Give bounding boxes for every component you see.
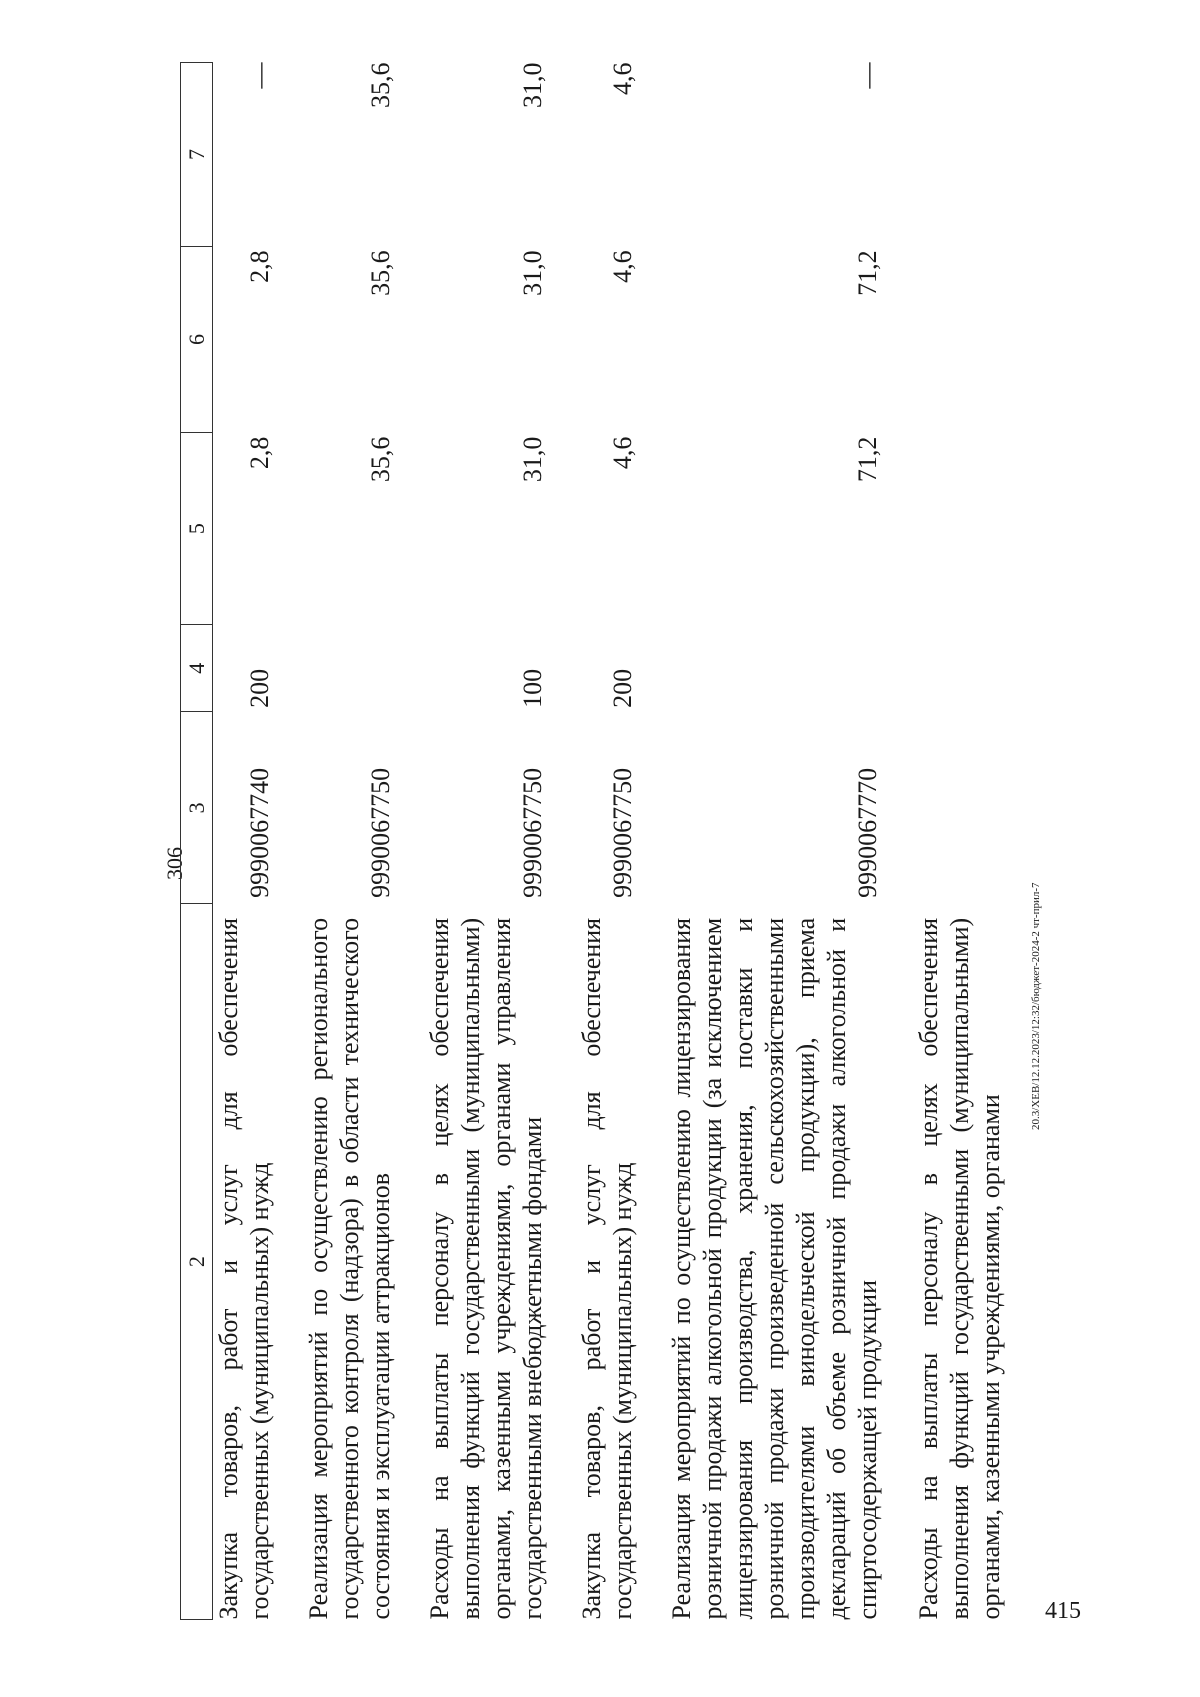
row-value-7: 4,6 (608, 62, 637, 95)
header-col-7: 7 (181, 63, 213, 247)
row-value-5: 35,6 (366, 436, 395, 483)
table-row (213, 63, 304, 1620)
row-code: 9990067770 (853, 767, 882, 898)
row-value-6: 71,2 (853, 250, 882, 296)
row-code: 9990067750 (518, 767, 547, 898)
row-value-6: 4,6 (608, 250, 637, 283)
table-row (424, 63, 576, 1620)
header-col-4: 4 (181, 625, 213, 712)
row-value-5: 4,6 (608, 436, 637, 470)
row-description: Реализация мероприятий по осуществлению лицензирования розничной продажи алкогольной продукции (за исключением лицензирования производства, хранения, поставки и розничной продажи произведенной сельскохозяйственными производителями винодельческой продукции), приема деклараций об объеме розничной продажи алкогольной и спиртосодержащей продукции (667, 917, 882, 1620)
row-value-6: 31,0 (518, 250, 547, 296)
row-value-7: — (853, 62, 882, 89)
row-value-7: 31,0 (518, 62, 547, 108)
row-value-7: — (245, 62, 274, 89)
header-row (181, 63, 213, 1620)
row-value-5: 31,0 (518, 436, 547, 483)
row-value-5 (911, 433, 1006, 625)
row-expense-type (303, 625, 424, 712)
row-expense-type: 100 (518, 668, 547, 708)
row-code: 9990067750 (366, 767, 395, 898)
table-row (911, 63, 1006, 1620)
row-expense-type: 200 (245, 668, 274, 708)
file-path-footer: 20.3/XEB/12.12.2023/12:32/бюджет-2024-2 чт-прил-7 (1030, 882, 1042, 1130)
row-value-5: 2,8 (245, 436, 274, 470)
row-value-6 (911, 246, 1006, 432)
table-row (576, 63, 666, 1620)
row-value-7: 35,6 (366, 62, 395, 108)
row-code (911, 712, 1006, 904)
rotated-page (140, 40, 1140, 1640)
table-row (303, 63, 424, 1620)
row-value-5: 71,2 (853, 436, 882, 483)
row-expense-type (666, 625, 911, 712)
row-expense-type: 200 (608, 668, 637, 708)
header-col-5: 5 (181, 433, 213, 625)
budget-table (180, 62, 1006, 1620)
page-number: 306 (162, 847, 187, 880)
row-description: Расходы на выплаты персоналу в целях обеспечения выполнения функций государственными (муниципальными) органами, казенными учреждениями, органами (914, 917, 1005, 1620)
row-code: 9990067740 (245, 767, 274, 898)
row-value-6: 2,8 (245, 250, 274, 283)
header-col-3: 3 (181, 712, 213, 904)
row-description: Расходы на выплаты персоналу в целях обеспечения выполнения функций государственными (муниципальными) органами, казенными учреждениями, органами управления государственными внебюджетными фондами (425, 917, 547, 1620)
row-description: Закупка товаров, работ и услуг для обеспечения государственных (муниципальных) нужд (577, 917, 637, 1620)
header-col-6: 6 (181, 246, 213, 432)
row-expense-type (911, 625, 1006, 712)
header-col-2: 2 (181, 904, 213, 1620)
row-description: Реализация мероприятий по осуществлению регионального государственного контроля (надзора) в области технического состояния и эксплуатации аттракционов (304, 917, 395, 1620)
table-row (666, 63, 911, 1620)
row-description: Закупка товаров, работ и услуг для обеспечения государственных (муниципальных) нужд (214, 917, 274, 1620)
row-code: 9990067750 (608, 767, 637, 898)
sheet-number: 415 (1045, 1598, 1081, 1624)
row-value-7 (911, 63, 1006, 247)
row-value-6: 35,6 (366, 250, 395, 296)
